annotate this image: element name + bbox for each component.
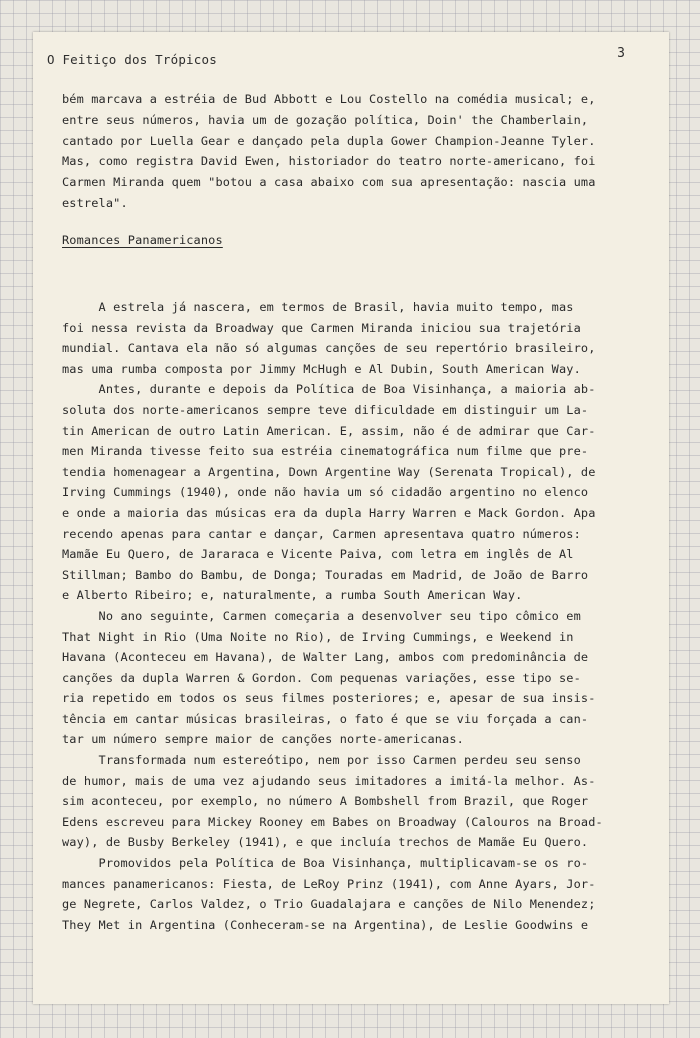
text-line: estrela". — [62, 195, 128, 210]
text-line: Mamãe Eu Quero, de Jararaca e Vicente Paiva, com letra em inglês de Al — [62, 547, 574, 562]
text-line: Transformada num estereótipo, nem por isso Carmen perdeu seu senso — [62, 753, 581, 768]
text-line: soluta dos norte-americanos sempre teve dificuldade em distinguir um La- — [62, 402, 589, 417]
text-line: mances panamericanos: Fiesta, de LeRoy Prinz (1941), com Anne Ayars, Jor- — [62, 876, 596, 891]
text-line: tar um número sempre maior de canções norte-americanas. — [62, 732, 464, 747]
text-line: sim aconteceu, por exemplo, no número A Bombshell from Brazil, que Roger — [62, 794, 589, 809]
text-line: Mas, como registra David Ewen, historiador do teatro norte-americano, foi — [62, 154, 596, 169]
text-line: mundial. Cantava ela não só algumas canções de seu repertório brasileiro, — [62, 341, 596, 356]
text-line: ge Negrete, Carlos Valdez, o Trio Guadalajara e canções de Nilo Menendez; — [62, 897, 596, 912]
text-line: Stillman; Bambo do Bambu, de Donga; Touradas em Madrid, de João de Barro — [62, 567, 589, 582]
text-line: e onde a maioria das músicas era da dupla Harry Warren e Mack Gordon. Apa — [62, 505, 596, 520]
typed-page — [33, 32, 669, 1004]
text-line: way), de Busby Berkeley (1941), e que incluía trechos de Mamãe Eu Quero. — [62, 835, 589, 850]
text-line: Irving Cummings (1940), onde não havia um só cidadão argentino no elenco — [62, 485, 589, 500]
text-line: Carmen Miranda quem "botou a casa abaixo com sua apresentação: nascia uma — [62, 175, 596, 190]
text-line: tin American de outro Latin American. E, assim, não é de admirar que Car- — [62, 423, 596, 438]
text-line: entre seus números, havia um de gozação política, Doin' the Chamberlain, — [62, 112, 589, 127]
text-line: e Alberto Ribeiro; e, naturalmente, a rumba South American Way. — [62, 588, 523, 603]
text-line: tência em cantar músicas brasileiras, o fato é que se viu forçada a can- — [62, 711, 589, 726]
text-line: Havana (Aconteceu em Havana), de Walter Lang, ambos com predominância de — [62, 650, 589, 665]
text-line: Edens escreveu para Mickey Rooney em Babes on Broadway (Calouros na Broad- — [62, 814, 603, 829]
text-line: No ano seguinte, Carmen começaria a desenvolver seu tipo cômico em — [62, 608, 581, 623]
running-title: O Feitiço dos Trópicos — [47, 52, 217, 67]
section-heading: Romances Panamericanos — [62, 233, 223, 247]
text-line: ria repetido em todos os seus filmes posteriores; e, apesar de sua insis- — [62, 691, 596, 706]
text-line: Antes, durante e depois da Política de Boa Visinhança, a maioria ab- — [62, 382, 596, 397]
text-line: canções da dupla Warren & Gordon. Com pequenas variações, esse tipo se- — [62, 670, 581, 685]
page-number: 3 — [617, 46, 625, 61]
text-line: bém marcava a estréia de Bud Abbott e Lou Costello na comédia musical; e, — [62, 92, 596, 106]
text-line: recendo apenas para cantar e dançar, Carmen apresentava quatro números: — [62, 526, 581, 541]
text-line: tendia homenagear a Argentina, Down Argentine Way (Serenata Tropical), de — [62, 464, 596, 479]
text-line: men Miranda tivesse feito sua estréia cinematográfica num filme que pre- — [62, 444, 589, 459]
text-line: de humor, mais de uma vez ajudando seus imitadores a imitá-la melhor. As- — [62, 773, 596, 788]
text-line: cantado por Luella Gear e dançado pela dupla Gower Champion-Jeanne Tyler. — [62, 133, 596, 148]
paragraph-body — [62, 297, 647, 935]
text-line: They Met in Argentina (Conheceram-se na Argentina), de Leslie Goodwins e — [62, 917, 589, 932]
text-line: Promovidos pela Política de Boa Visinhança, multiplicavam-se os ro- — [62, 856, 589, 871]
text-line: That Night in Rio (Uma Noite no Rio), de Irving Cummings, e Weekend in — [62, 629, 574, 644]
paragraph-top — [62, 89, 647, 214]
text-line: A estrela já nascera, em termos de Brasil, havia muito tempo, mas — [62, 300, 574, 314]
text-line: foi nessa revista da Broadway que Carmen Miranda iniciou sua trajetória — [62, 320, 581, 335]
text-line: mas uma rumba composta por Jimmy McHugh e Al Dubin, South American Way. — [62, 361, 581, 376]
